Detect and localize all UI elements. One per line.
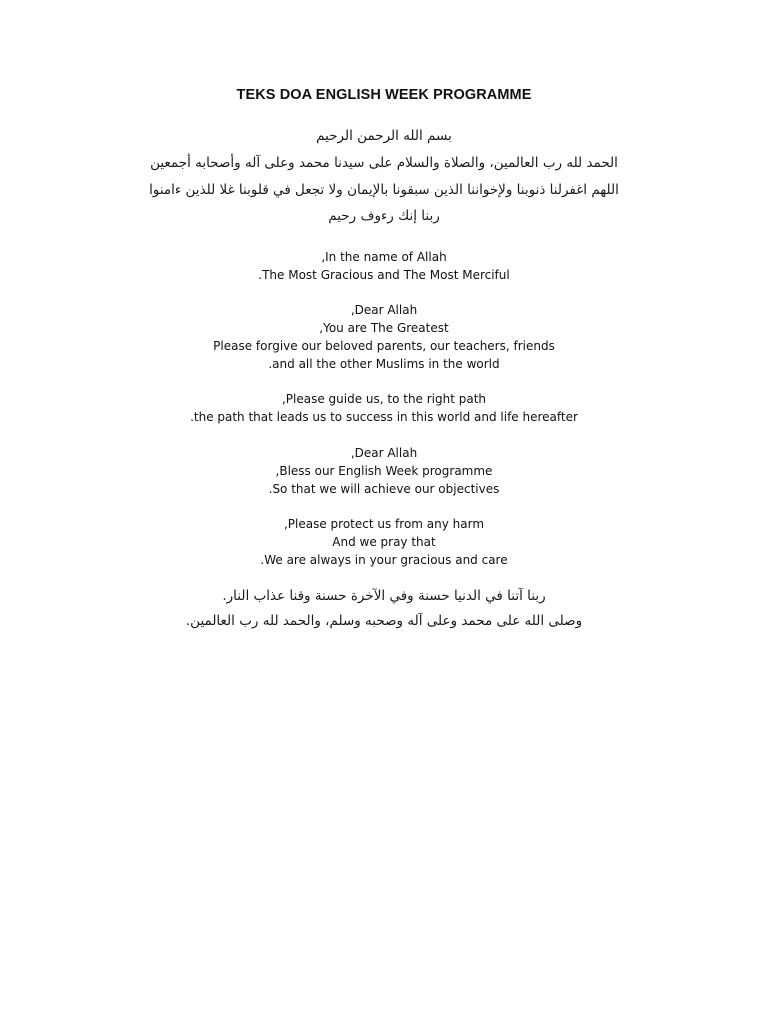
english-line-6: .and all the other Muslims in the world (268, 357, 500, 371)
english-line-12: ,Please protect us from any harm (283, 517, 485, 531)
arabic-opening-line-1: بسم الله الرحمن الرحيم (316, 128, 452, 144)
arabic-closing-line-1: ربنا آتنا في الدنيا حسنة وفي الآخرة حسنة وقنا عذاب النار. (222, 588, 546, 604)
english-line-3: ,Dear Allah (350, 303, 418, 317)
document-title: TEKS DOA ENGLISH WEEK PROGRAMME (236, 87, 532, 103)
arabic-opening-line-2: الحمد لله رب العالمين، والصلاة والسلام على سيدنا محمد وعلى آله وأصحابه أجمعين (150, 155, 618, 171)
english-line-9: ,Dear Allah (350, 446, 418, 460)
english-line-7: ,Please guide us, to the right path (281, 392, 487, 406)
english-line-11: .So that we will achieve our objectives (268, 482, 500, 496)
arabic-closing-line-2: وصلى الله على محمد وعلى آله وصحبه وسلم، والحمد لله رب العالمين. (185, 613, 583, 629)
english-line-10: ,Bless our English Week programme (275, 464, 493, 478)
arabic-opening-line-4: ربنا إنك رءوف رحيم (328, 208, 440, 224)
english-line-1: ,In the name of Allah (321, 250, 447, 264)
english-line-5: Please forgive our beloved parents, our teachers, friends (213, 339, 555, 353)
arabic-opening-line-3: اللهم اغفرلنا ذنوبنا ولإخواننا الذين سبقونا بالإيمان ولا تجعل في قلوبنا غلا للذين ءامنوا (149, 182, 619, 198)
english-line-2: .The Most Gracious and The Most Merciful (258, 268, 510, 282)
english-line-8: .the path that leads us to success in this world and life hereafter (190, 410, 578, 424)
english-line-13: And we pray that (332, 535, 436, 549)
english-line-4: ,You are The Greatest (319, 321, 449, 335)
english-line-14: .We are always in your gracious and care (260, 553, 508, 567)
